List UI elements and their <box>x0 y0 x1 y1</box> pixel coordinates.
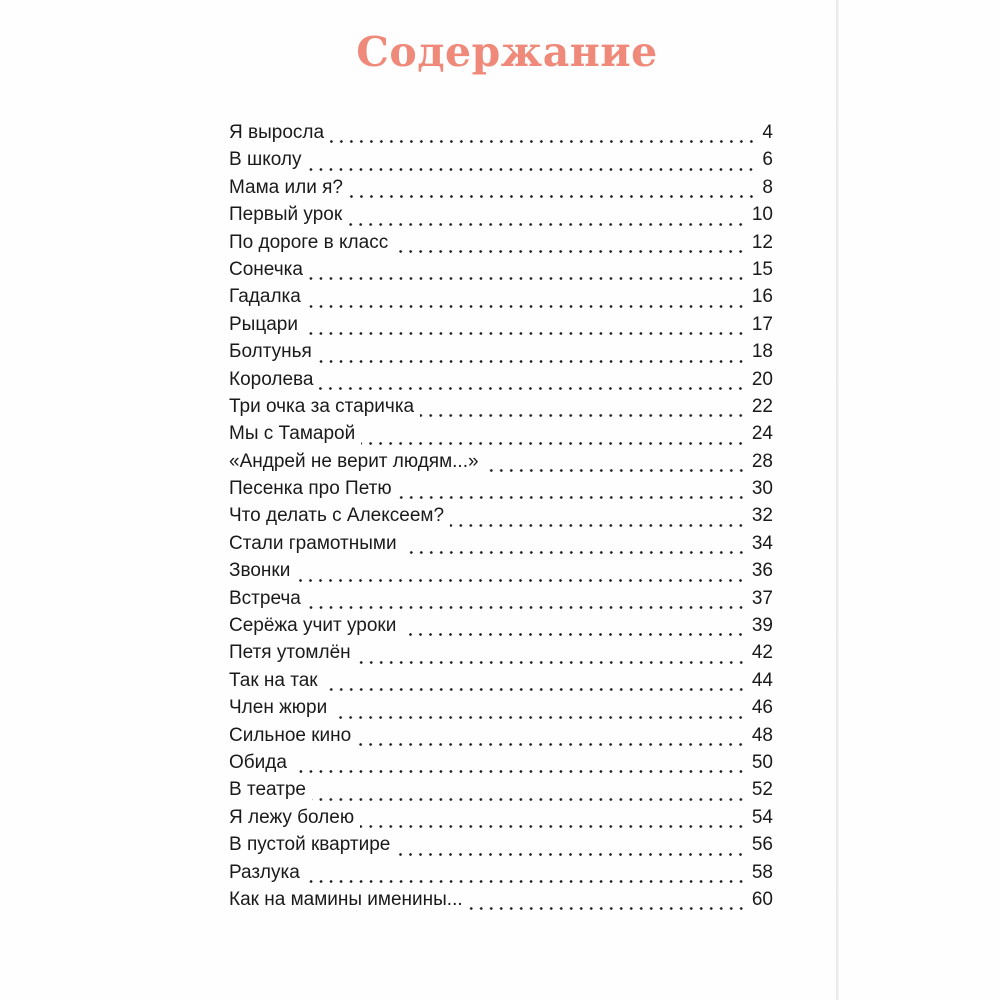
toc-entry-page-number: 30 <box>751 478 773 500</box>
dot-leader <box>330 140 756 143</box>
toc-entry-page-number: 8 <box>762 176 773 198</box>
toc-entry <box>229 834 773 861</box>
dot-leader <box>307 168 756 171</box>
dot-leader <box>307 606 746 609</box>
toc-entry-page-number: 50 <box>751 751 773 773</box>
toc-entry <box>229 396 773 423</box>
toc-entry-title: Стали грамотными <box>229 532 397 554</box>
toc-entry <box>229 560 773 587</box>
dot-leader <box>485 469 746 472</box>
dot-leader <box>402 633 746 636</box>
toc-entry-page-number: 44 <box>751 669 773 691</box>
dot-leader <box>333 716 746 719</box>
toc-entry-page-number: 15 <box>751 258 773 280</box>
toc-entry <box>229 122 773 149</box>
toc-entry-title: В школу <box>229 149 302 171</box>
toc-entry <box>229 478 773 505</box>
toc-entry <box>229 341 773 368</box>
toc-entry <box>229 862 773 889</box>
toc-entry <box>229 204 773 231</box>
toc-entry <box>229 505 773 532</box>
toc-entry-title: Мама или я? <box>229 176 343 198</box>
toc-entry <box>229 697 773 724</box>
dot-leader <box>348 223 746 226</box>
dot-leader <box>450 524 746 527</box>
dot-leader <box>420 414 746 417</box>
dot-leader <box>324 688 746 691</box>
dot-leader <box>357 661 746 664</box>
toc-entry-title: Я выросла <box>229 122 325 143</box>
toc-entry-page-number: 60 <box>751 888 773 910</box>
toc-entry-page-number: 24 <box>751 423 773 445</box>
toc-entry-page-number: 16 <box>751 286 773 308</box>
dot-leader <box>312 798 746 801</box>
toc-entry <box>229 451 773 478</box>
toc-entry-title: Рыцари <box>229 313 298 335</box>
toc-entry <box>229 423 773 450</box>
dot-leader <box>403 551 746 554</box>
toc-entry <box>229 259 773 286</box>
table-of-contents <box>229 122 773 916</box>
toc-entry-title: Гадалка <box>229 286 301 308</box>
toc-entry-page-number: 56 <box>751 834 773 856</box>
dot-leader <box>361 442 746 445</box>
toc-entry-title: Сильное кино <box>229 724 352 746</box>
toc-entry-title: Обида <box>229 751 287 773</box>
dot-leader <box>349 195 756 198</box>
toc-entry <box>229 642 773 669</box>
toc-entry-title: Петя утомлён <box>229 642 351 664</box>
toc-entry-page-number: 18 <box>751 341 773 363</box>
toc-entry-title: Так на так <box>229 669 318 691</box>
toc-entry-page-number: 6 <box>762 149 773 171</box>
dot-leader <box>307 305 746 308</box>
toc-entry-page-number: 36 <box>751 560 773 582</box>
toc-entry-page-number: 10 <box>751 204 773 226</box>
dot-leader <box>304 332 746 335</box>
toc-entry-page-number: 52 <box>751 779 773 801</box>
toc-entry <box>229 286 773 313</box>
toc-entry-page-number: 20 <box>751 368 773 390</box>
toc-entry <box>229 588 773 615</box>
dot-leader <box>469 907 746 910</box>
toc-entry-title: Как на мамины именины... <box>229 888 463 910</box>
dot-leader <box>357 743 746 746</box>
toc-entry-title: Сонечка <box>229 258 303 280</box>
toc-entry <box>229 177 773 204</box>
toc-entry <box>229 314 773 341</box>
toc-entry <box>229 779 773 806</box>
toc-entry-title: Звонки <box>229 560 291 582</box>
toc-entry-title: Болтунья <box>229 341 312 363</box>
dot-leader <box>319 387 745 390</box>
toc-entry-title: Я лежу болею <box>229 806 355 828</box>
toc-entry-title: Разлука <box>229 861 300 883</box>
dot-leader <box>309 277 746 280</box>
dot-leader <box>293 770 746 773</box>
dot-leader <box>306 880 746 883</box>
toc-entry-title: Королева <box>229 368 314 390</box>
toc-entry-page-number: 54 <box>751 806 773 828</box>
toc-entry-title: Мы с Тамарой <box>229 423 356 445</box>
toc-entry-page-number: 48 <box>751 724 773 746</box>
toc-entry <box>229 807 773 834</box>
dot-leader <box>318 360 746 363</box>
toc-entry-title: Член жюри <box>229 697 328 719</box>
toc-entry-title: В театре <box>229 779 306 801</box>
page-title: Содержание <box>356 28 658 76</box>
toc-entry-title: Встреча <box>229 587 301 609</box>
toc-entry <box>229 725 773 752</box>
toc-entry-page-number: 28 <box>751 450 773 472</box>
toc-entry-page-number: 34 <box>751 532 773 554</box>
toc-entry-title: Первый урок <box>229 204 343 226</box>
dot-leader <box>396 853 746 856</box>
toc-entry-title: Серёжа учит уроки <box>229 615 397 637</box>
toc-entry <box>229 615 773 642</box>
dot-leader <box>296 579 746 582</box>
toc-entry-page-number: 46 <box>751 697 773 719</box>
page-edge <box>836 0 839 1000</box>
toc-entry-page-number: 37 <box>751 587 773 609</box>
toc-entry-page-number: 32 <box>751 505 773 527</box>
toc-entry <box>229 149 773 176</box>
toc-entry <box>229 670 773 697</box>
dot-leader <box>360 825 746 828</box>
dot-leader <box>394 250 746 253</box>
toc-entry <box>229 232 773 259</box>
toc-entry <box>229 369 773 396</box>
toc-entry-page-number: 4 <box>762 122 773 143</box>
toc-entry-page-number: 22 <box>751 395 773 417</box>
toc-entry-title: «Андрей не верит людям...» <box>229 450 479 472</box>
toc-entry-title: По дороге в класс <box>229 231 389 253</box>
toc-entry <box>229 889 773 916</box>
toc-entry-title: В пустой квартире <box>229 834 391 856</box>
toc-entry-title: Песенка про Петю <box>229 478 392 500</box>
dot-leader <box>398 496 746 499</box>
toc-entry-title: Что делать с Алексеем? <box>229 505 445 527</box>
toc-entry-page-number: 42 <box>751 642 773 664</box>
toc-entry <box>229 752 773 779</box>
toc-entry-page-number: 17 <box>751 313 773 335</box>
toc-entry-title: Три очка за старичка <box>229 395 415 417</box>
toc-entry <box>229 533 773 560</box>
toc-entry-page-number: 58 <box>751 861 773 883</box>
toc-entry-page-number: 39 <box>751 615 773 637</box>
toc-entry-page-number: 12 <box>751 231 773 253</box>
